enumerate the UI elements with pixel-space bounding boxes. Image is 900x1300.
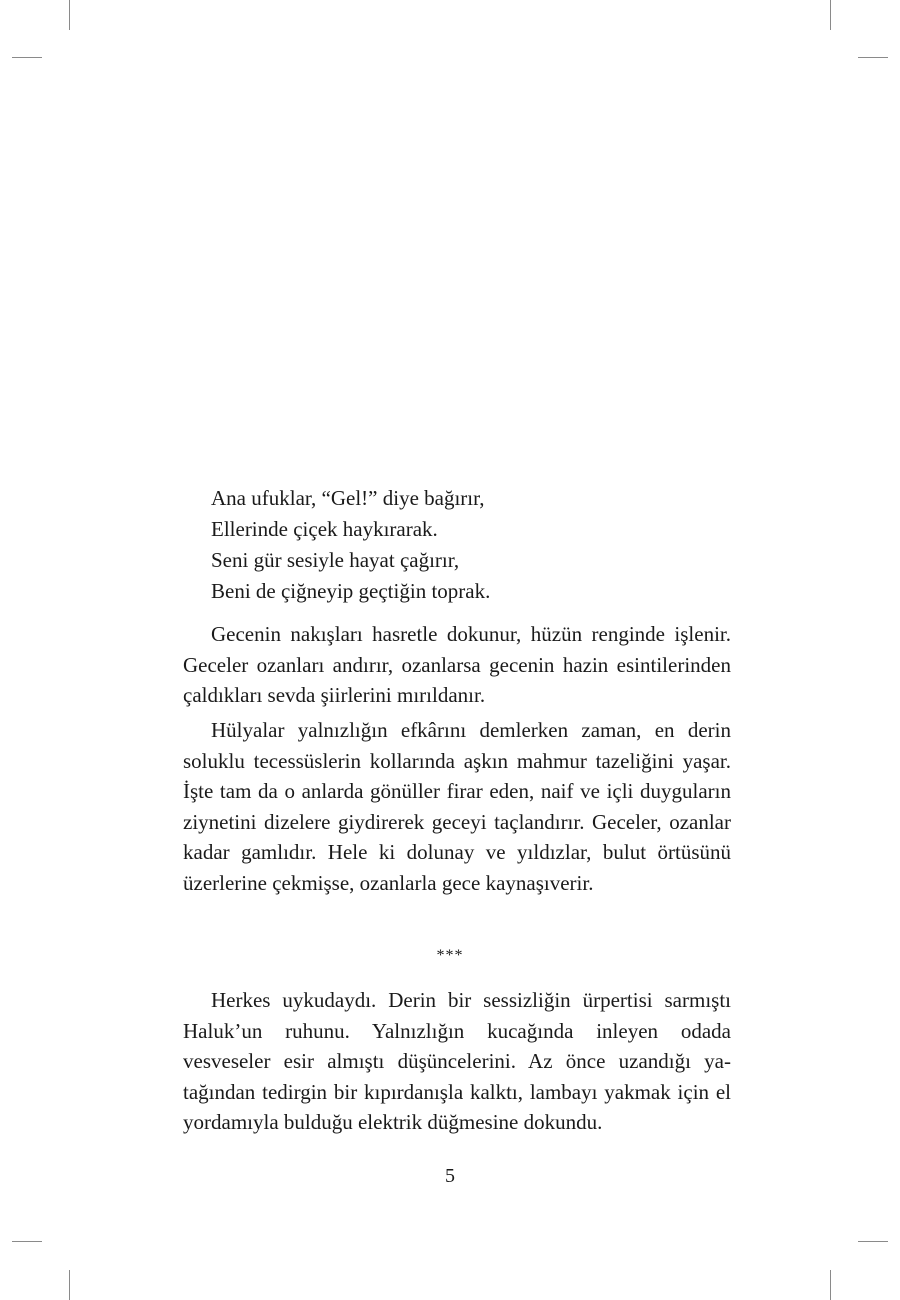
section-separator: *** [436,947,464,964]
crop-mark-right-bottom [858,1241,888,1242]
crop-mark-left-bottom [12,1241,42,1242]
poem-line: Ellerinde çiçek haykırarak. [211,517,438,541]
body-paragraph: Gecenin nakışları hasretle dokunur, hüzün renginde işlenir. Geceler ozanları andırır, ozanlarsa gecenin hazin esintilerinden çaldıkları sevda şiirlerini mırıldanır. [183,622,731,707]
body-paragraph: Hülyalar yalnızlığın efkârını demlerken zaman, en derin soluklu tecessüslerin kollarında aşkın mahmur tazeliğini yaşar. İşte tam da o anlarda gönüller firar eden, naif ve içli duyguların ziynetini dizelere giydirerek geceyi taçlandırır. Geceler, ozanlar kadar gamlıdır. Hele ki dolunay ve yıldızlar, bulut örtüsünü üzerlerine çekmişse, ozanlarla gece kaynaşıverir. [183,718,731,895]
poem-line: Beni de çiğneyip geçtiğin toprak. [211,579,491,603]
poem-line: Ana ufuklar, “Gel!” diye bağırır, [211,486,485,510]
page-number: 5 [445,1165,455,1187]
body-paragraph: Herkes uykudaydı. Derin bir sessizliğin ürpertisi sarmıştı Haluk’un ruhunu. Yalnızlığın kucağında inleyen odada vesveseler esir almıştı düşüncelerini. Az önce uzandığı yatağından tedirgin bir kıpırdanışla kalktı, lambayı yakmak için el yordamıyla bulduğu elektrik düğmesine dokundu. [183,988,731,1134]
poem-stanza [211,483,731,607]
crop-mark-left-top [12,57,42,58]
poem-line: Seni gür sesiyle hayat çağırır, [211,548,460,572]
crop-mark-bottom-right [830,1270,831,1300]
crop-mark-right-top [858,57,888,58]
crop-mark-bottom-left [69,1270,70,1300]
crop-mark-top-right [830,0,831,30]
crop-mark-top-left [69,0,70,30]
